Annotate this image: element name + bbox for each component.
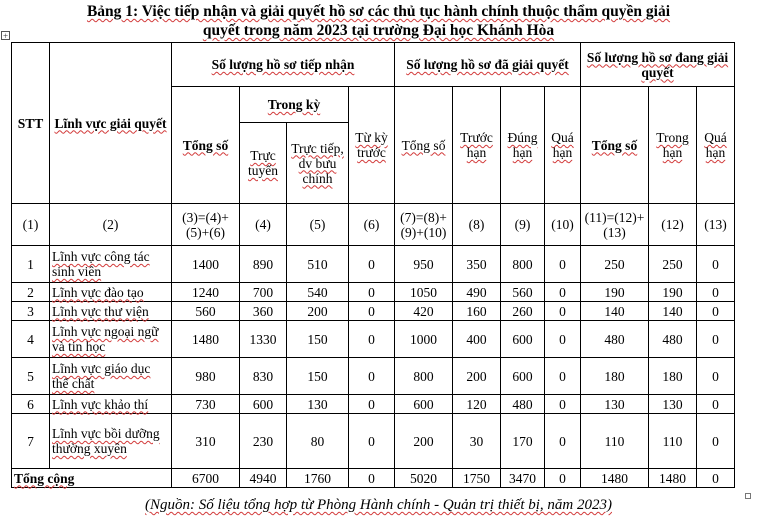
value-cell: 890 xyxy=(240,246,287,283)
total-cell: 0 xyxy=(545,469,581,488)
value-cell: 490 xyxy=(453,283,501,302)
value-cell: 200 xyxy=(395,414,453,469)
value-cell: 1000 xyxy=(395,321,453,358)
value-cell: 420 xyxy=(395,302,453,321)
value-cell: 250 xyxy=(649,246,697,283)
value-cell: 150 xyxy=(287,358,349,395)
value-cell: 0 xyxy=(545,414,581,469)
value-cell: 200 xyxy=(453,358,501,395)
value-cell: 480 xyxy=(501,395,545,414)
value-cell: 1330 xyxy=(240,321,287,358)
table-title xyxy=(0,2,757,40)
field-cell: Lĩnh vực đào tạo xyxy=(50,283,172,302)
value-cell: 1240 xyxy=(172,283,240,302)
value-cell: 0 xyxy=(697,358,735,395)
table-row xyxy=(12,358,735,395)
value-cell: 0 xyxy=(349,283,395,302)
value-cell: 540 xyxy=(287,283,349,302)
total-cell: 1760 xyxy=(287,469,349,488)
value-cell: 0 xyxy=(545,321,581,358)
value-cell: 190 xyxy=(649,283,697,302)
value-cell: 0 xyxy=(697,283,735,302)
index-cell: (10) xyxy=(545,204,581,246)
total-cell: 3470 xyxy=(501,469,545,488)
value-cell: 950 xyxy=(395,246,453,283)
index-cell: (6) xyxy=(349,204,395,246)
title-line-1: Bảng 1: Việc tiếp nhận và giải quyết hồ sơ các thủ tục hành chính thuộc thẩm quyền giải xyxy=(86,3,671,20)
table-row xyxy=(12,302,735,321)
index-row xyxy=(12,204,735,246)
header-overdue: Quá hạn xyxy=(545,87,581,204)
stt-cell: 7 xyxy=(12,414,50,469)
index-cell: (3)=(4)+(5)+(6) xyxy=(172,204,240,246)
table-move-handle-icon[interactable]: + xyxy=(2,31,9,41)
value-cell: 170 xyxy=(501,414,545,469)
value-cell: 140 xyxy=(581,302,649,321)
value-cell: 560 xyxy=(172,302,240,321)
title-line-2: quyết trong năm 2023 tại trường Đại học Khánh Hòa xyxy=(202,22,555,39)
total-label: Tổng cộng xyxy=(12,469,172,488)
value-cell: 480 xyxy=(581,321,649,358)
source-note: (Nguồn: Số liệu tổng hợp từ Phòng Hành chính - Quản trị thiết bị, năm 2023) xyxy=(145,497,612,513)
value-cell: 730 xyxy=(172,395,240,414)
index-cell: (4) xyxy=(240,204,287,246)
total-cell: 5020 xyxy=(395,469,453,488)
value-cell: 0 xyxy=(349,302,395,321)
value-cell: 980 xyxy=(172,358,240,395)
index-cell: (12) xyxy=(649,204,697,246)
total-cell: 4940 xyxy=(240,469,287,488)
index-cell: (13) xyxy=(697,204,735,246)
table-row xyxy=(12,283,735,302)
header-pending-total: Tổng số xyxy=(581,87,649,204)
index-cell: (7)=(8)+(9)+(10) xyxy=(395,204,453,246)
field-cell: Lĩnh vực khảo thí xyxy=(50,395,172,414)
header-early: Trước hạn xyxy=(453,87,501,204)
header-pending-group: Số lượng hồ sơ đang giải quyết xyxy=(581,43,735,87)
header-pending-overdue: Quá hạn xyxy=(697,87,735,204)
field-cell: Lĩnh vực ngoại ngữ và tin học xyxy=(50,321,172,358)
value-cell: 350 xyxy=(453,246,501,283)
header-resolved-total: Tổng số xyxy=(395,87,453,204)
header-online: Trực tuyến xyxy=(240,123,287,204)
value-cell: 80 xyxy=(287,414,349,469)
total-row xyxy=(12,469,735,488)
header-resolved-group: Số lượng hồ sơ đã giải quyết xyxy=(395,43,581,87)
table-row xyxy=(12,246,735,283)
total-cell: 0 xyxy=(697,469,735,488)
total-cell: 6700 xyxy=(172,469,240,488)
value-cell: 0 xyxy=(349,321,395,358)
field-cell: Lĩnh vực giáo dục thể chất xyxy=(50,358,172,395)
value-cell: 560 xyxy=(501,283,545,302)
value-cell: 120 xyxy=(453,395,501,414)
value-cell: 510 xyxy=(287,246,349,283)
value-cell: 180 xyxy=(649,358,697,395)
value-cell: 0 xyxy=(545,283,581,302)
stt-cell: 5 xyxy=(12,358,50,395)
value-cell: 600 xyxy=(395,395,453,414)
header-direct: Trực tiếp, dv bưu chính xyxy=(287,123,349,204)
value-cell: 250 xyxy=(581,246,649,283)
value-cell: 0 xyxy=(545,358,581,395)
total-cell: 1750 xyxy=(453,469,501,488)
value-cell: 0 xyxy=(349,246,395,283)
header-on-time: Đúng hạn xyxy=(501,87,545,204)
value-cell: 600 xyxy=(240,395,287,414)
value-cell: 0 xyxy=(697,302,735,321)
value-cell: 190 xyxy=(581,283,649,302)
total-cell: 1480 xyxy=(581,469,649,488)
value-cell: 130 xyxy=(581,395,649,414)
value-cell: 830 xyxy=(240,358,287,395)
field-cell: Lĩnh vực thư viện xyxy=(50,302,172,321)
value-cell: 260 xyxy=(501,302,545,321)
value-cell: 400 xyxy=(453,321,501,358)
stt-cell: 3 xyxy=(12,302,50,321)
value-cell: 0 xyxy=(545,302,581,321)
header-within: Trong hạn xyxy=(649,87,697,204)
index-cell: (8) xyxy=(453,204,501,246)
index-cell: (11)=(12)+(13) xyxy=(581,204,649,246)
value-cell: 1400 xyxy=(172,246,240,283)
value-cell: 0 xyxy=(545,246,581,283)
data-table xyxy=(11,42,735,488)
value-cell: 800 xyxy=(395,358,453,395)
total-cell: 1480 xyxy=(649,469,697,488)
value-cell: 0 xyxy=(349,395,395,414)
field-cell: Lĩnh vực công tác sinh viên xyxy=(50,246,172,283)
header-in-period: Trong kỳ xyxy=(240,87,349,123)
value-cell: 600 xyxy=(501,358,545,395)
value-cell: 0 xyxy=(697,246,735,283)
total-cell: 0 xyxy=(349,469,395,488)
table-resize-handle-icon[interactable] xyxy=(745,493,751,499)
table-row xyxy=(12,414,735,469)
value-cell: 0 xyxy=(697,414,735,469)
table-row xyxy=(12,321,735,358)
value-cell: 110 xyxy=(581,414,649,469)
stt-cell: 4 xyxy=(12,321,50,358)
value-cell: 110 xyxy=(649,414,697,469)
table-row xyxy=(12,395,735,414)
header-received-group: Số lượng hồ sơ tiếp nhận xyxy=(172,43,395,87)
value-cell: 0 xyxy=(349,358,395,395)
value-cell: 140 xyxy=(649,302,697,321)
header-field: Lĩnh vực giải quyết xyxy=(50,43,172,204)
field-cell: Lĩnh vực bồi dưỡng thường xuyên xyxy=(50,414,172,469)
value-cell: 700 xyxy=(240,283,287,302)
value-cell: 800 xyxy=(501,246,545,283)
header-previous: Từ kỳ trước xyxy=(349,87,395,204)
header-stt: STT xyxy=(12,43,50,204)
value-cell: 360 xyxy=(240,302,287,321)
value-cell: 30 xyxy=(453,414,501,469)
value-cell: 180 xyxy=(581,358,649,395)
value-cell: 230 xyxy=(240,414,287,469)
value-cell: 200 xyxy=(287,302,349,321)
value-cell: 0 xyxy=(697,321,735,358)
index-cell: (1) xyxy=(12,204,50,246)
value-cell: 0 xyxy=(545,395,581,414)
index-cell: (9) xyxy=(501,204,545,246)
value-cell: 310 xyxy=(172,414,240,469)
value-cell: 160 xyxy=(453,302,501,321)
value-cell: 1050 xyxy=(395,283,453,302)
header-received-total: Tổng số xyxy=(172,87,240,204)
stt-cell: 6 xyxy=(12,395,50,414)
value-cell: 600 xyxy=(501,321,545,358)
stt-cell: 1 xyxy=(12,246,50,283)
index-cell: (2) xyxy=(50,204,172,246)
value-cell: 130 xyxy=(287,395,349,414)
index-cell: (5) xyxy=(287,204,349,246)
value-cell: 150 xyxy=(287,321,349,358)
stt-cell: 2 xyxy=(12,283,50,302)
value-cell: 1480 xyxy=(172,321,240,358)
value-cell: 0 xyxy=(697,395,735,414)
value-cell: 130 xyxy=(649,395,697,414)
value-cell: 480 xyxy=(649,321,697,358)
value-cell: 0 xyxy=(349,414,395,469)
